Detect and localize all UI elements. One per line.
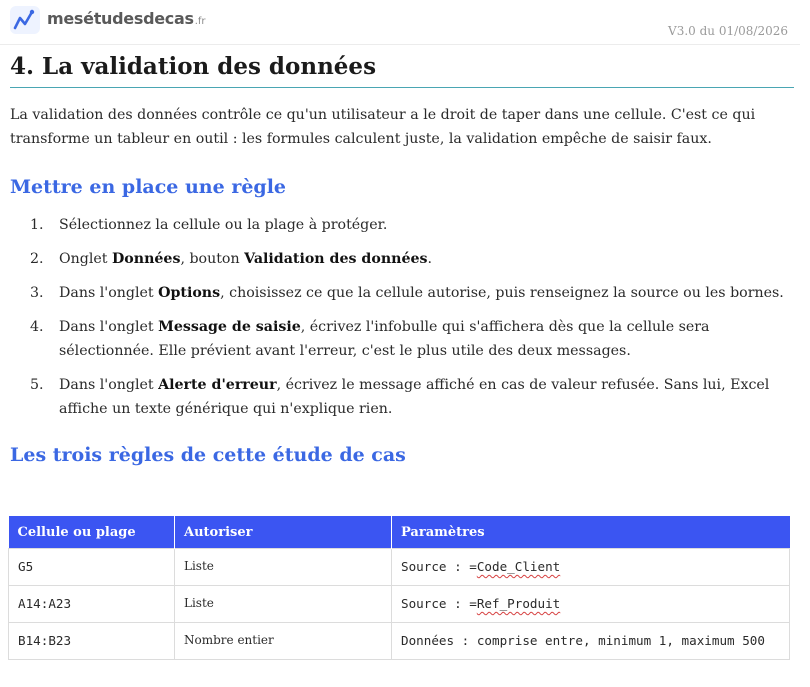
step-number: 1.: [30, 217, 44, 233]
step-number: 4.: [30, 319, 44, 335]
column-header: Autoriser: [175, 516, 392, 549]
step-bold: Validation des données: [244, 251, 428, 267]
cell-params: [392, 549, 790, 586]
version-label: V3.0 du 01/08/2026: [668, 24, 788, 38]
brand-logo-text[interactable]: [47, 9, 206, 28]
brand-tld: .fr: [194, 16, 206, 27]
param-reference: Code_Client: [476, 559, 561, 574]
step-text: .: [427, 251, 433, 267]
list-item: [10, 247, 796, 271]
steps-list: [10, 213, 796, 431]
step-text: , choisissez ce que la cellule autorise, puis renseignez la source ou les bornes.: [220, 285, 784, 301]
cell-range: G5: [9, 549, 175, 586]
page-title: 4. La validation des données: [10, 53, 794, 88]
param-text: Données : comprise entre, minimum 1, maximum 500: [401, 633, 765, 648]
section-heading-rules: Les trois règles de cette étude de cas: [10, 444, 406, 466]
cell-params: [392, 586, 790, 623]
step-number: 2.: [30, 251, 44, 267]
trend-line-icon[interactable]: [10, 6, 40, 34]
section-heading-setup: Mettre en place une règle: [10, 176, 287, 198]
param-text: Source : =: [401, 559, 477, 574]
step-number: 5.: [30, 377, 44, 393]
table-row: [9, 623, 790, 660]
brand-name: mesétudesdecas: [47, 9, 194, 28]
step-text: Onglet: [59, 251, 112, 267]
column-header: Paramètres: [392, 516, 790, 549]
param-text: Source : =: [401, 596, 477, 611]
column-header: Cellule ou plage: [9, 516, 175, 549]
cell-params: [392, 623, 790, 660]
list-item: [10, 213, 796, 237]
step-text: Dans l'onglet: [59, 285, 159, 301]
param-reference: Ref_Produit: [476, 596, 561, 611]
cell-allow: Liste: [175, 549, 392, 586]
step-text: , écrivez l'infobulle qui s'affichera dès que la cellule sera sélectionnée. Elle prévient avant l'erreur, c'est le plus utile des deux messages.: [59, 319, 710, 359]
step-text: Dans l'onglet: [59, 319, 159, 335]
cell-range: A14:A23: [9, 586, 175, 623]
table-row: [9, 549, 790, 586]
site-header: [0, 0, 800, 45]
intro-paragraph: La validation des données contrôle ce qu'un utilisateur a le droit de taper dans une cellule. C'est ce qui transforme un tableur en outil : les formules calculent juste, la validation empêche de saisir faux.: [10, 107, 756, 147]
table-header-row: [9, 516, 790, 549]
list-item: [10, 315, 796, 363]
list-item: [10, 373, 796, 421]
step-bold: Données: [112, 251, 181, 267]
step-number: 3.: [30, 285, 44, 301]
step-text: , écrivez le message affiché en cas de valeur refusée. Sans lui, Excel affiche un texte générique qui n'explique rien.: [59, 377, 770, 417]
step-text: Sélectionnez la cellule ou la plage à protéger.: [59, 217, 388, 233]
list-item: [10, 281, 796, 305]
step-bold: Message de saisie: [158, 319, 301, 335]
step-bold: Alerte d'erreur: [158, 377, 277, 393]
step-text: , bouton: [180, 251, 245, 267]
table-row: [9, 586, 790, 623]
step-text: Dans l'onglet: [59, 377, 159, 393]
step-bold: Options: [158, 285, 221, 301]
rules-table: [8, 516, 790, 660]
cell-range: B14:B23: [9, 623, 175, 660]
cell-allow: Liste: [175, 586, 392, 623]
cell-allow: Nombre entier: [175, 623, 392, 660]
